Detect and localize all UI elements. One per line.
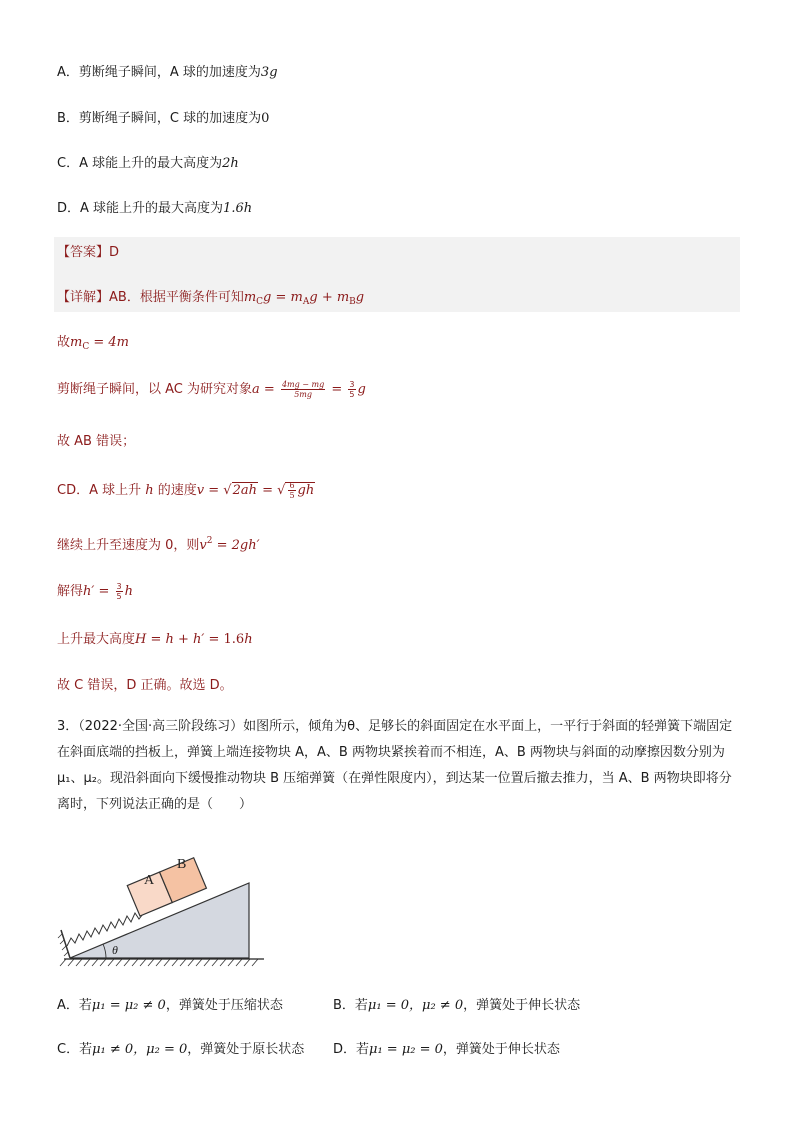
incline-figure: [56, 846, 266, 974]
option-c-math: 2h: [222, 156, 239, 171]
solution-final: 故 C 错误，D 正确。故选 D。: [57, 678, 233, 693]
q3-option-a[interactable]: A．若μ₁ = μ₂ ≠ 0，弹簧处于压缩状态: [57, 998, 283, 1013]
answer-line: 【答案】D: [57, 245, 120, 260]
solution-continue: 继续上升至速度为 0，则$v^2 = 2gh'$: [57, 536, 260, 553]
option-d-prev: D．A 球能上升的最大高度为1.6h: [57, 201, 253, 216]
question3-stem: 3．（2022·全国·高三阶段练习）如图所示，倾角为θ、足够长的斜面固定在水平面上，一平行于斜面的轻弹簧下端固定在斜面底端的挡板上，弹簧上端连接物块 A，A、B 两物块紧挨着而不相连，A、B 两物块与斜面的动摩擦因数分别为μ₁、μ₂。现沿斜面向下缓慢推动物块 B 压缩弹簧（在弹性限度内），到达某一位置后撤去推力，当 A、B 两物块即将分离时，下列说法正确的是（ ）: [57, 719, 733, 812]
solution-cd: CD．A 球上升 h 的速度v = √2ah = √ $\frac{6}{5}$ gh: [57, 481, 315, 500]
option-a-math: 3g: [260, 65, 278, 80]
solution-solve: 解得h′ = $\frac{3}{5}$ h: [57, 582, 133, 601]
option-d-math: 1.6h: [223, 201, 253, 216]
option-b-prev: B．剪断绳子瞬间，C 球的加速度为0: [57, 111, 270, 126]
solution-max: 上升最大高度H = h + h′ = 1.6h: [57, 632, 253, 647]
detail-line: 【详解】AB．根据平衡条件可知$m_Cg = m_Ag + m_Bg$: [57, 290, 365, 307]
ground-hatching: [60, 959, 258, 966]
q3-option-b[interactable]: B．若μ₁ = 0，μ₂ ≠ 0，弹簧处于伸长状态: [333, 998, 581, 1013]
option-b-math: 0: [261, 111, 270, 126]
option-c-prev: C．A 球能上升的最大高度为2h: [57, 156, 239, 171]
q3-option-c[interactable]: C．若μ₁ ≠ 0，μ₂ = 0，弹簧处于原长状态: [57, 1042, 305, 1057]
option-a-prev: A．剪断绳子瞬间，A 球的加速度为3g: [57, 65, 278, 80]
baseplate: [61, 930, 70, 958]
solution-mc: 故$m_C = 4m$: [57, 335, 129, 352]
label-a: A: [144, 873, 155, 888]
solution-ab-wrong: 故 AB 错误；: [57, 434, 136, 449]
q3-option-d[interactable]: D．若μ₁ = μ₂ = 0，弹簧处于伸长状态: [333, 1042, 560, 1057]
label-theta: θ: [112, 943, 118, 957]
solution-ac: 剪断绳子瞬间，以 AC 为研究对象a = $\frac{4mg - mg}{5mg}$ = $\frac{3}{5}$ g: [57, 380, 366, 399]
label-b: B: [177, 857, 187, 872]
